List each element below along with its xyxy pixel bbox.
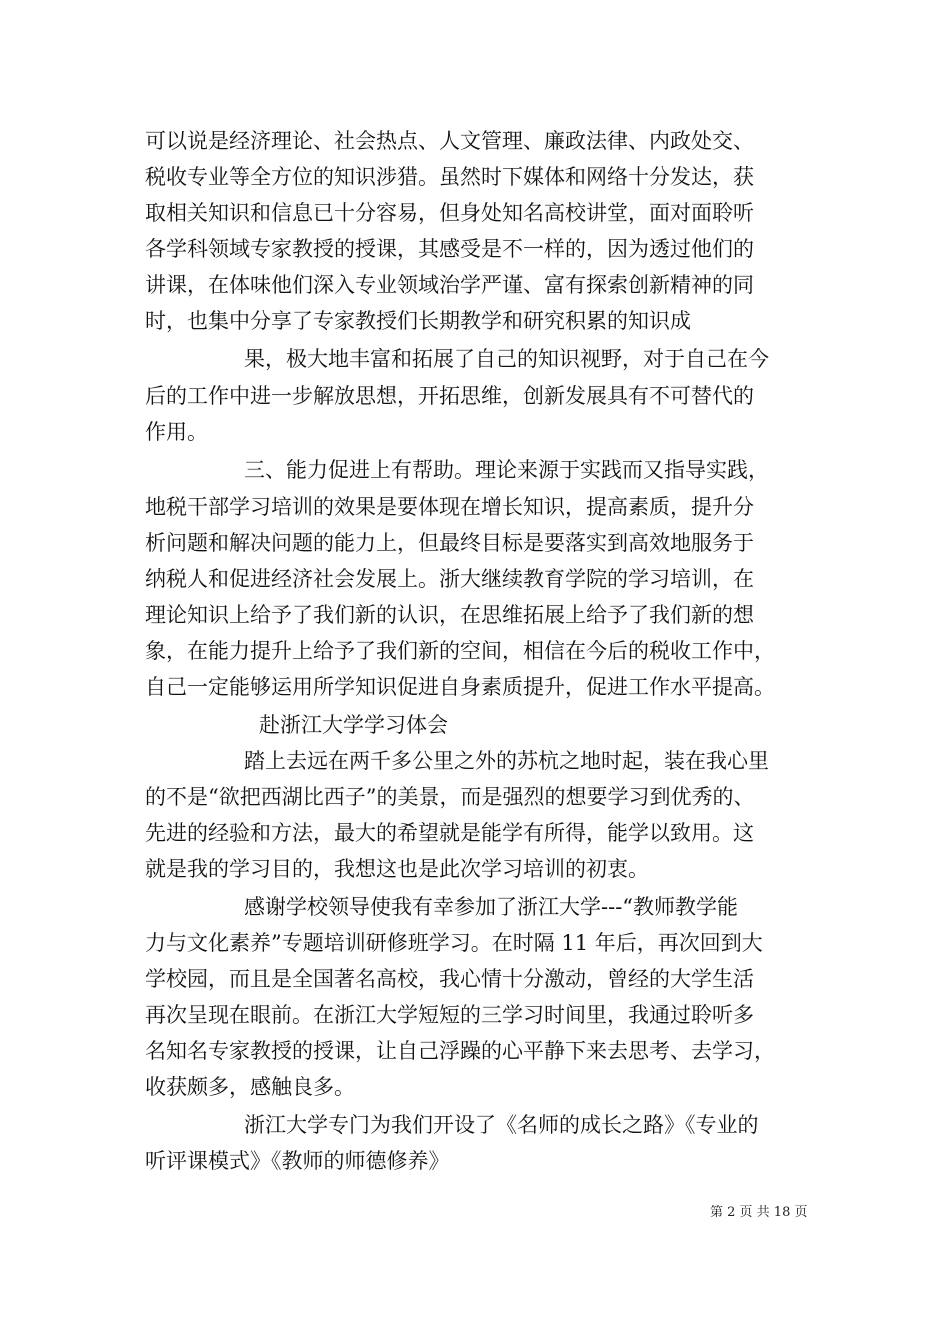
text-line: 理论知识上给予了我们新的认识，在思维拓展上给予了我们新的想 bbox=[145, 603, 754, 627]
text-line: 作用。 bbox=[145, 420, 208, 444]
text-line: 地税干部学习培训的效果是要体现在增长知识，提高素质，提升分 bbox=[145, 495, 754, 519]
text-line: 就是我的学习目的，我想这也是此次学习培训的初衷。 bbox=[145, 857, 649, 881]
page-number-footer: 第 2 页 共 18 页 bbox=[710, 1205, 808, 1220]
text-line: 时，也集中分享了专家教授们长期教学和研究积累的知识成 bbox=[145, 309, 691, 333]
text-line: 名知名专家教授的授课，让自己浮躁的心平静下来去思考、去学习， bbox=[145, 1039, 775, 1063]
text-line: 先进的经验和方法，最大的希望就是能学有所得，能学以致用。这 bbox=[145, 821, 754, 845]
text-line: 浙江大学专门为我们开设了《名师的成长之路》《专业的 bbox=[244, 1113, 759, 1137]
text-line: 自己一定能够运用所学知识促进自身素质提升，促进工作水平提高。 bbox=[145, 675, 775, 699]
text-line: 纳税人和促进经济社会发展上。浙大继续教育学院的学习培训，在 bbox=[145, 567, 754, 591]
text-line: 取相关知识和信息已十分容易，但身处知名高校讲堂，面对面聆听 bbox=[145, 201, 754, 225]
text-line: 听评课模式》《教师的师德修养》 bbox=[145, 1149, 450, 1173]
text-line: 果，极大地丰富和拓展了自己的知识视野，对于自己在今 bbox=[244, 347, 769, 371]
text-line: 后的工作中进一步解放思想，开拓思维，创新发展具有不可替代的 bbox=[145, 384, 754, 408]
text-line: 讲课，在体味他们深入专业领域治学严谨、富有探索创新精神的同 bbox=[145, 273, 754, 297]
text-line: 学校园，而且是全国著名高校，我心情十分激动，曾经的大学生活 bbox=[145, 967, 754, 991]
text-line: 可以说是经济理论、社会热点、人文管理、廉政法律、内政处交、 bbox=[145, 129, 754, 153]
text-line: 各学科领域专家教授的授课，其感受是不一样的，因为透过他们的 bbox=[145, 237, 754, 261]
text-line: 的不是“欲把西湖比西子”的美景，而是强烈的想要学习到优秀的、 bbox=[145, 785, 755, 809]
text-line: 收获颇多，感触良多。 bbox=[145, 1075, 355, 1099]
text-line: 再次呈现在眼前。在浙江大学短短的三学习时间里，我通过聆听多 bbox=[145, 1003, 754, 1027]
text-line: 三、能力促进上有帮助。理论来源于实践而又指导实践， bbox=[244, 458, 769, 482]
text-line: 析问题和解决问题的能力上，但最终目标是要落实到高效地服务于 bbox=[145, 531, 754, 555]
text-line: 税收专业等全方位的知识涉猎。虽然时下媒体和网络十分发达，获 bbox=[145, 165, 754, 189]
text-line: 力与文化素养”专题培训研修班学习。在时隔 11 年后，再次回到大 bbox=[145, 931, 763, 955]
section-title: 赴浙江大学学习体会 bbox=[259, 713, 448, 737]
text-line: 感谢学校领导使我有幸参加了浙江大学---“教师教学能 bbox=[244, 895, 739, 919]
text-line: 象，在能力提升上给予了我们新的空间，相信在今后的税收工作中， bbox=[145, 639, 775, 663]
text-line: 踏上去远在两千多公里之外的苏杭之地时起，装在我心里 bbox=[244, 749, 769, 773]
